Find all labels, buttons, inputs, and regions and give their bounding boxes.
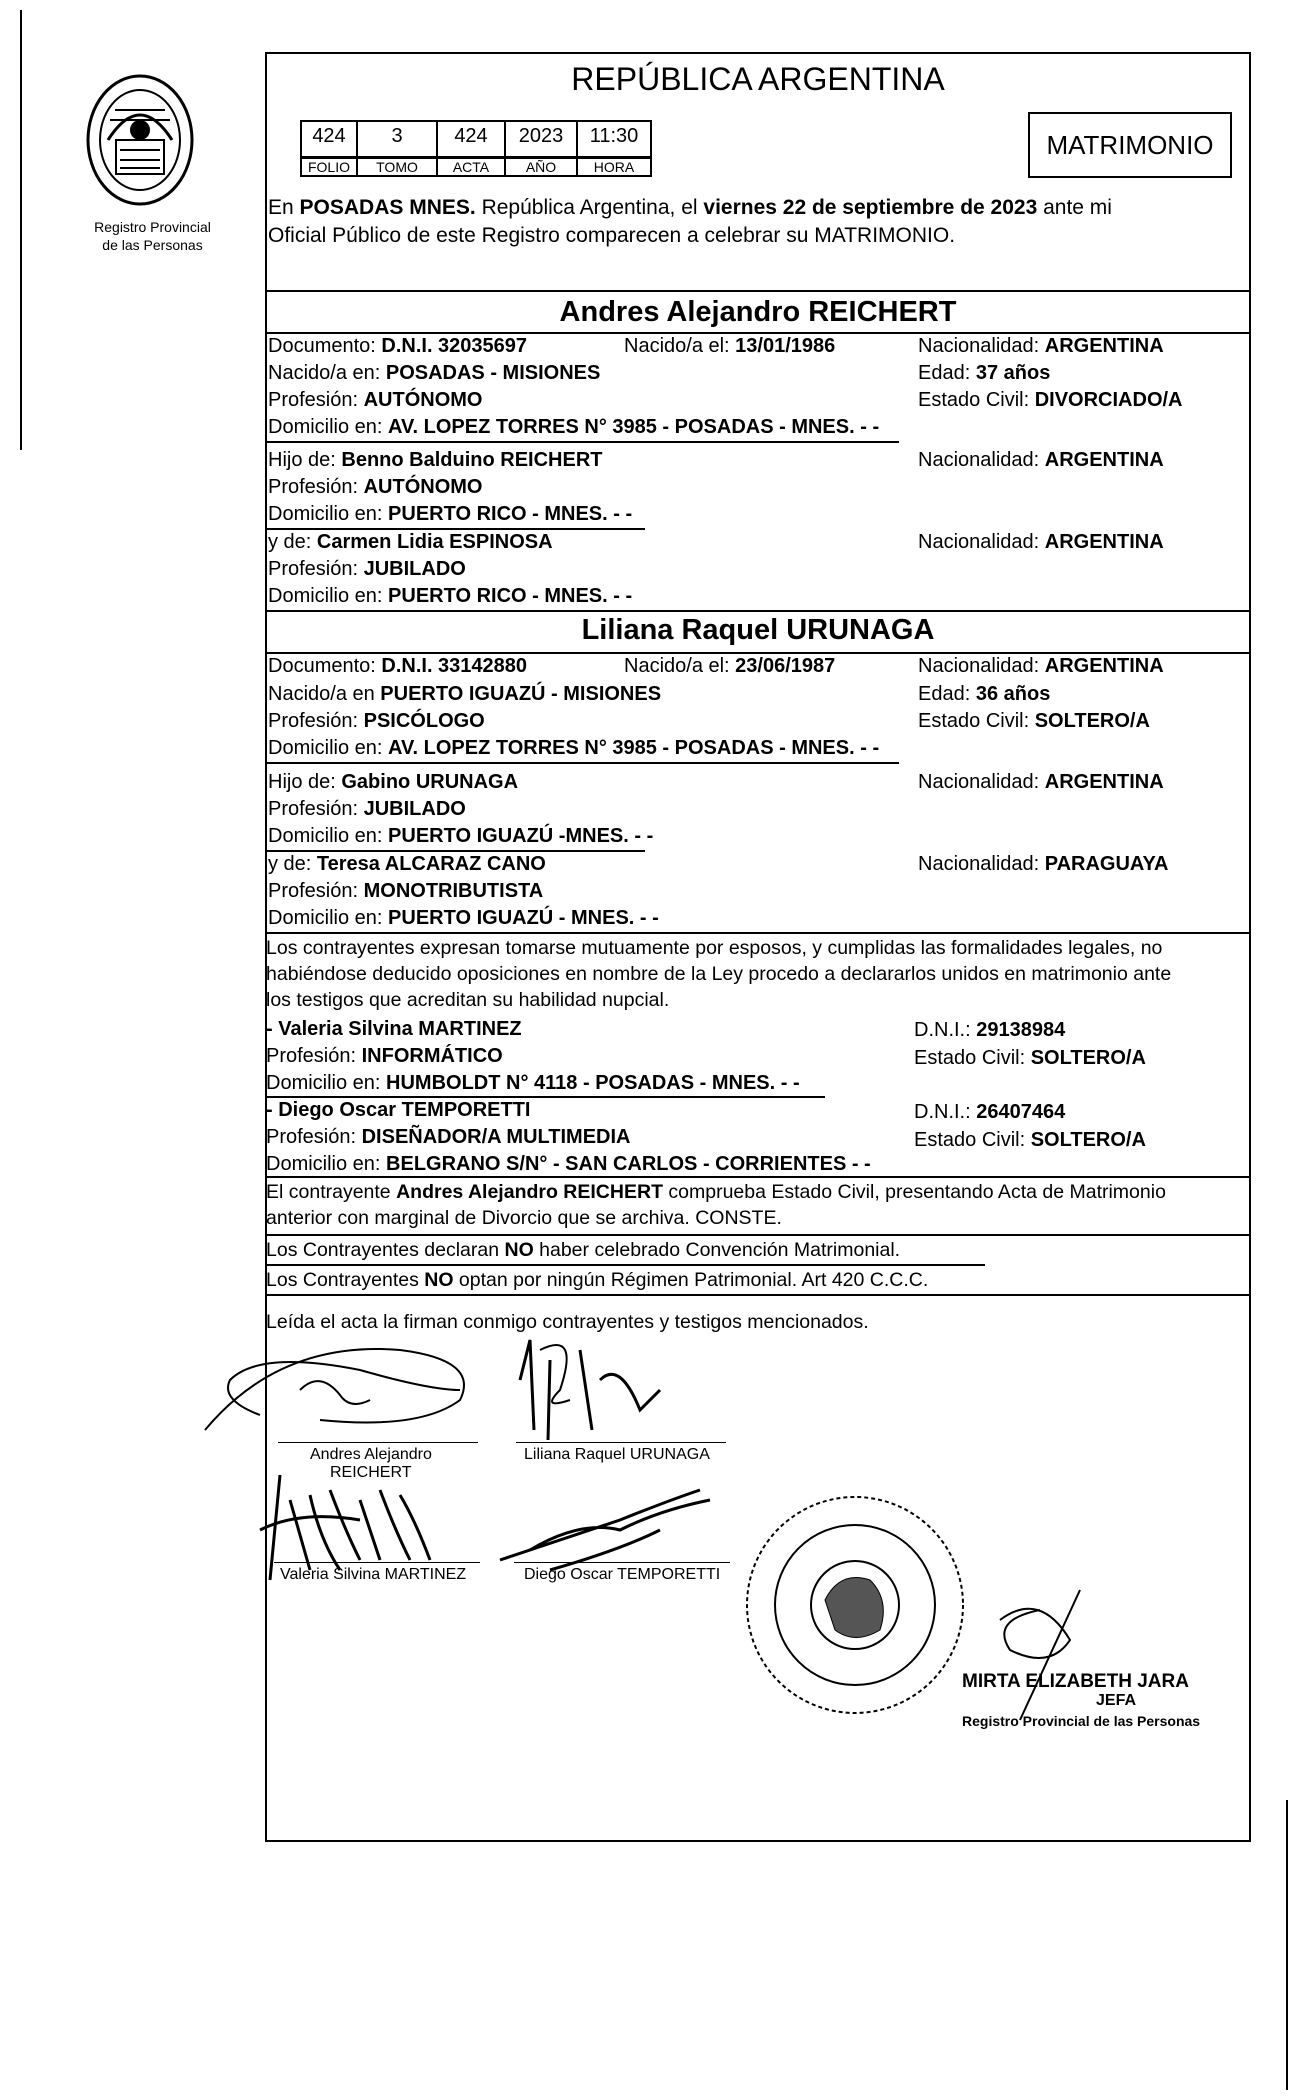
declaration-top-line xyxy=(265,932,1251,934)
anio-value: 2023 xyxy=(504,120,578,158)
bride-addr: Domicilio en: AV. LOPEZ TORRES N° 3985 - POSADAS - MNES. - - xyxy=(268,737,880,759)
bride-mother-addr: Domicilio en: PUERTO IGUAZÚ - MNES. - - xyxy=(268,907,659,929)
groom-father-prof: Profesión: AUTÓNOMO xyxy=(268,476,483,498)
groom-father: Hijo de: Benno Balduino REICHERT xyxy=(268,449,603,471)
sign-witness2: Diego Oscar TEMPORETTI xyxy=(524,1566,721,1583)
acta-value: 424 xyxy=(436,120,506,158)
official-title: JEFA xyxy=(1096,1692,1137,1709)
bride-doc: Documento: D.N.I. 33142880 xyxy=(268,655,528,677)
intro-line-2: Oficial Público de este Registro comparecen a celebrar su MATRIMONIO. xyxy=(268,224,956,247)
declaration-line-1: Los contrayentes expresan tomarse mutuamente por esposos, y cumplidas las formalidades legales, no xyxy=(266,937,1163,959)
bride-mother-nat: Nacionalidad: PARAGUAYA xyxy=(918,853,1169,875)
acta-label: ACTA xyxy=(436,157,506,177)
groom-father-addr: Domicilio en: PUERTO RICO - MNES. - - xyxy=(268,503,633,525)
witness1-addr: Domicilio en: HUMBOLDT N° 4118 - POSADAS - MNES. - - xyxy=(266,1072,800,1094)
declaration-line-2: habiéndose deducido oposiciones en nombre de la Ley procedo a declararlos unidos en matrimonio ante xyxy=(266,963,1172,985)
bride-mother: y de: Teresa ALCARAZ CANO xyxy=(268,853,546,875)
notes-mid-line xyxy=(265,1234,1251,1236)
sign-line-witness1 xyxy=(274,1562,480,1563)
groom-nat: Nacionalidad: ARGENTINA xyxy=(918,335,1164,357)
folio-value: 424 xyxy=(300,120,358,158)
witness1-name: - Valeria Silvina MARTINEZ xyxy=(266,1018,522,1040)
hora-label: HORA xyxy=(576,157,652,177)
bride-father-nat: Nacionalidad: ARGENTINA xyxy=(918,771,1164,793)
groom-top-line xyxy=(265,290,1251,292)
witness2-dni: D.N.I.: 26407464 xyxy=(914,1101,1066,1123)
regime-line: Los Contrayentes NO optan por ningún Régimen Patrimonial. Art 420 C.C.C. xyxy=(266,1269,929,1291)
intro-text-1: En xyxy=(268,196,300,219)
groom-age: Edad: 37 años xyxy=(918,362,1051,384)
doc-type-box xyxy=(1028,112,1232,178)
groom-mother-prof: Profesión: JUBILADO xyxy=(268,558,466,580)
witness2-name: - Diego Oscar TEMPORETTI xyxy=(266,1099,531,1121)
intro-line-1 xyxy=(268,196,1112,220)
frame-bottom-line xyxy=(265,1840,1251,1842)
intro-text-3: ante mi xyxy=(1037,196,1112,219)
notes-top-line xyxy=(265,1176,1251,1178)
civil-proof-line-2: anterior con marginal de Divorcio que se archiva. CONSTE. xyxy=(266,1207,782,1229)
left-margin-line xyxy=(20,10,22,450)
intro-date: viernes 22 de septiembre de 2023 xyxy=(703,196,1038,219)
sign-line-groom xyxy=(278,1442,478,1443)
convention-line: Los Contrayentes declaran NO haber celebrado Convención Matrimonial. xyxy=(266,1239,901,1261)
sign-line-bride xyxy=(516,1442,726,1443)
intro-place: POSADAS MNES. xyxy=(299,196,476,219)
official-stamp xyxy=(740,1490,970,1720)
official-name: MIRTA ELIZABETH JARA xyxy=(962,1671,1189,1692)
witness1-civil: Estado Civil: SOLTERO/A xyxy=(914,1047,1146,1069)
country-title: REPÚBLICA ARGENTINA xyxy=(571,61,945,97)
groom-birthplace: Nacido/a en: POSADAS - MISIONES xyxy=(268,362,601,384)
groom-doc: Documento: D.N.I. 32035697 xyxy=(268,335,528,357)
witness2-civil: Estado Civil: SOLTERO/A xyxy=(914,1129,1146,1151)
hora-value: 11:30 xyxy=(576,120,652,158)
intro-text-2: República Argentina, el xyxy=(475,196,704,219)
folio-label: FOLIO xyxy=(300,157,358,177)
bride-civil: Estado Civil: SOLTERO/A xyxy=(918,710,1150,732)
witness1-prof: Profesión: INFORMÁTICO xyxy=(266,1045,503,1067)
bride-nat: Nacionalidad: ARGENTINA xyxy=(918,655,1164,677)
bride-top-line xyxy=(265,610,1251,612)
bride-father-prof: Profesión: JUBILADO xyxy=(268,798,466,820)
doc-type-label: MATRIMONIO xyxy=(1046,130,1214,160)
groom-prof: Profesión: AUTÓNOMO xyxy=(268,389,483,411)
groom-mother-nat: Nacionalidad: ARGENTINA xyxy=(918,531,1164,553)
witness2-prof: Profesión: DISEÑADOR/A MULTIMEDIA xyxy=(266,1126,631,1148)
groom-born: Nacido/a el: 13/01/1986 xyxy=(624,335,836,357)
groom-addr: Domicilio en: AV. LOPEZ TORRES N° 3985 - POSADAS - MNES. - - xyxy=(268,416,880,438)
bride-name: Liliana Raquel URUNAGA xyxy=(581,614,935,646)
bride-born: Nacido/a el: 23/06/1987 xyxy=(624,655,836,677)
groom-father-nat: Nacionalidad: ARGENTINA xyxy=(918,449,1164,471)
groom-civil: Estado Civil: DIVORCIADO/A xyxy=(918,389,1183,411)
witness1-dni: D.N.I.: 29138984 xyxy=(914,1019,1066,1041)
bride-mother-prof: Profesión: MONOTRIBUTISTA xyxy=(268,880,544,902)
anio-label: AÑO xyxy=(504,157,578,177)
bride-addr-line xyxy=(265,762,899,764)
read-sign-line: Leída el acta la firman conmigo contrayentes y testigos mencionados. xyxy=(266,1311,869,1333)
bride-father: Hijo de: Gabino URUNAGA xyxy=(268,771,519,793)
declaration-line-3: los testigos que acreditan su habilidad nupcial. xyxy=(266,989,670,1011)
sign-groom-2: REICHERT xyxy=(330,1464,412,1481)
bride-father-addr: Domicilio en: PUERTO IGUAZÚ -MNES. - - xyxy=(268,825,654,847)
tomo-label: TOMO xyxy=(356,157,438,177)
bride-birthplace: Nacido/a en PUERTO IGUAZÚ - MISIONES xyxy=(268,683,662,705)
regime-top-line xyxy=(265,1264,985,1266)
frame-top-line xyxy=(265,52,1250,54)
regime-bottom-line xyxy=(265,1294,1251,1296)
sign-witness1: Valeria Silvina MARTINEZ xyxy=(280,1566,467,1583)
sign-bride: Liliana Raquel URUNAGA xyxy=(524,1446,710,1463)
groom-addr-line xyxy=(265,441,899,443)
sign-line-witness2 xyxy=(514,1562,730,1563)
bride-prof: Profesión: PSICÓLOGO xyxy=(268,710,485,732)
logo-caption-1: Registro Provincial xyxy=(94,219,211,235)
civil-proof-line-1: El contrayente Andres Alejandro REICHERT comprueba Estado Civil, presentando Acta de Matrimonio xyxy=(266,1181,1166,1203)
official-office: Registro Provincial de las Personas xyxy=(962,1713,1201,1729)
groom-mother-addr: Domicilio en: PUERTO RICO - MNES. - - xyxy=(268,585,633,607)
right-edge-line xyxy=(1286,1800,1288,2090)
bride-age: Edad: 36 años xyxy=(918,683,1051,705)
tomo-value: 3 xyxy=(356,120,438,158)
groom-name: Andres Alejandro REICHERT xyxy=(559,296,957,328)
logo-caption-2: de las Personas xyxy=(102,237,203,253)
sign-groom-1: Andres Alejandro xyxy=(310,1446,432,1463)
province-logo xyxy=(80,70,200,210)
groom-mother: y de: Carmen Lidia ESPINOSA xyxy=(268,531,553,553)
witness2-addr: Domicilio en: BELGRANO S/N° - SAN CARLOS - CORRIENTES - - xyxy=(266,1153,871,1175)
